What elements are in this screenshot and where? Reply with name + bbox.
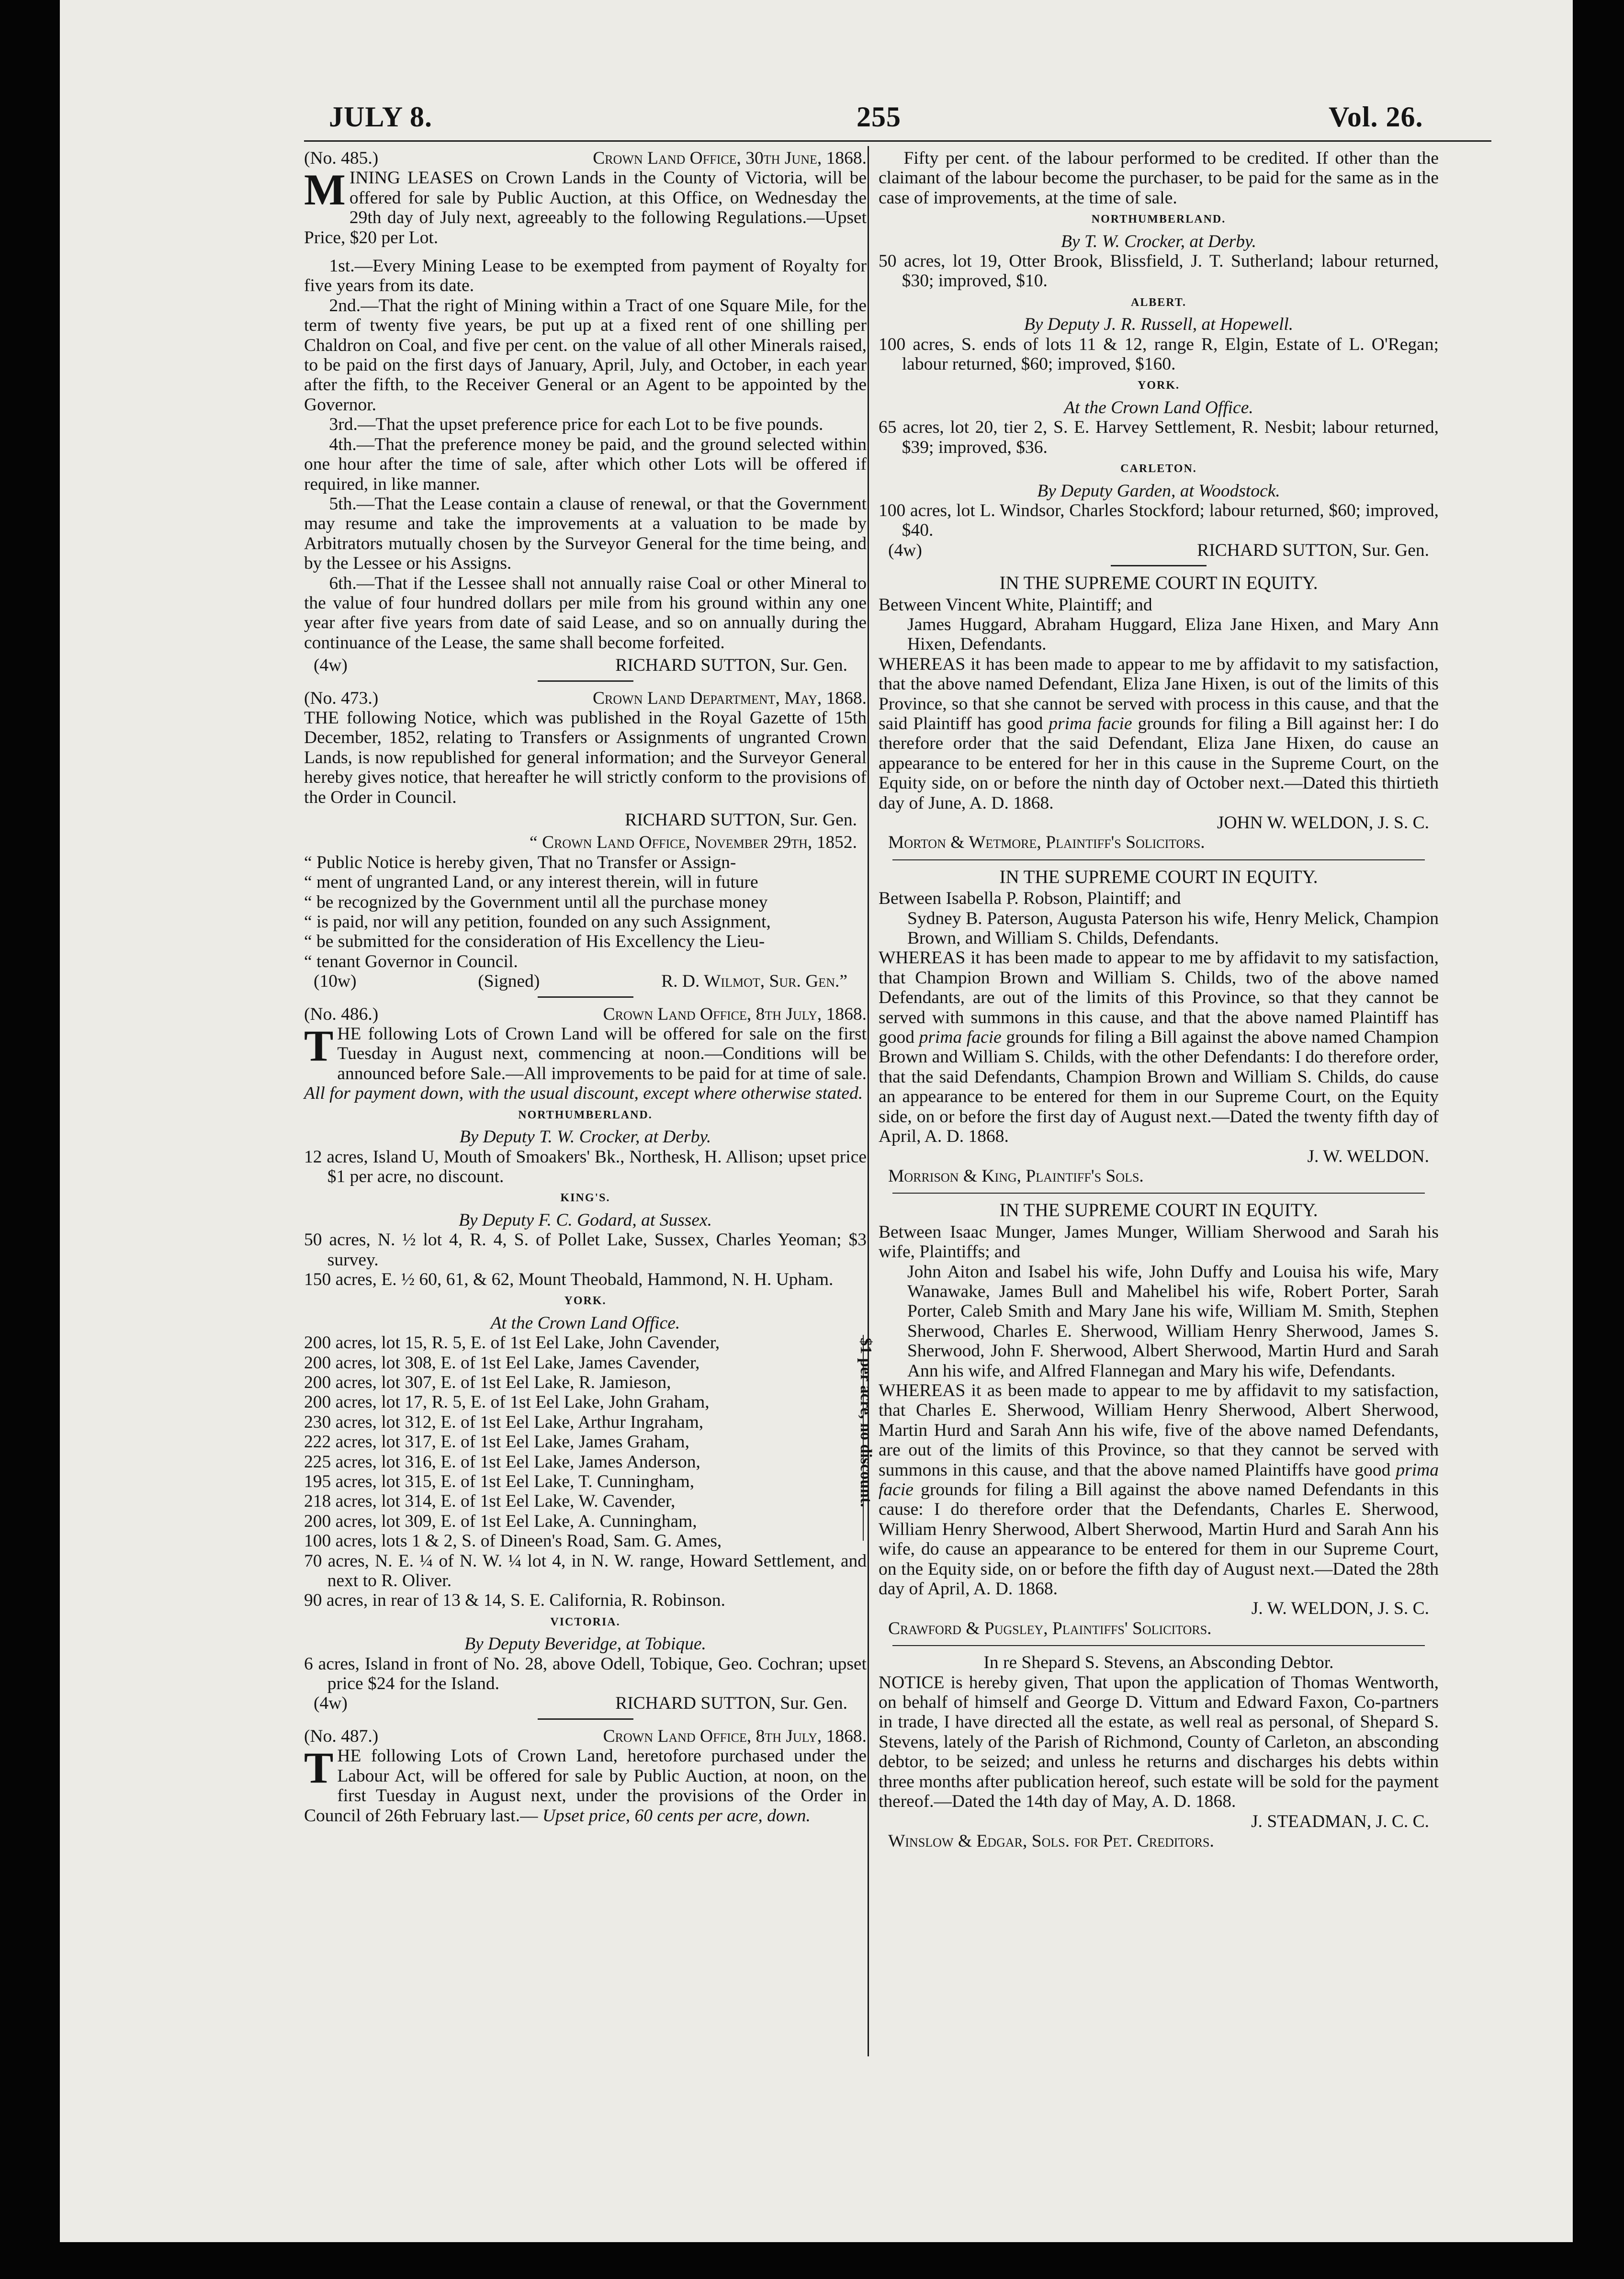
lot-entry: 100 acres, lots 1 & 2, S. of Dineen's Road, Sam. G. Ames, bbox=[304, 1531, 722, 1551]
court-between: Between Isaac Munger, James Munger, William Sherwood and Sarah his wife, Plaintiffs; and bbox=[879, 1222, 1439, 1262]
lot-entry: 225 acres, lot 316, E. of 1st Eel Lake, James Anderson, bbox=[304, 1452, 700, 1472]
drop-cap: M bbox=[304, 165, 346, 214]
signature: RICHARD SUTTON, Sur. Gen. bbox=[615, 655, 847, 676]
insertion-term: (10w) bbox=[314, 971, 357, 992]
court-body-italic: prima facie bbox=[919, 1027, 1002, 1048]
court-defendants: James Huggard, Abraham Huggard, Eliza Jane Hixen, and Mary Ann Hixen, Defendants. bbox=[907, 614, 1439, 654]
separator bbox=[892, 1645, 1425, 1646]
notice-485 bbox=[304, 148, 867, 676]
notice-intro: HE following Lots of Crown Land, heretofore purchased under the Labour Act, will be offered for sale by Public Auction, at noon, on the first Tuesday in August next, under the provisions of the Order in Council of 26th February last.— bbox=[304, 1746, 867, 1826]
brace-note: $1 per acre, no discount. bbox=[857, 1338, 875, 1508]
court-between: Between Vincent White, Plaintiff; and bbox=[879, 595, 1152, 615]
notice-intro: INING LEASES on Crown Lands in the County of Victoria, will be offered for sale by Public Auction, at this Office, on Wednesday the 29th day of July next, agreeably to the following Regulations.—Upset Price, $20 per Lot. bbox=[304, 168, 867, 248]
court-between: Between Isabella P. Robson, Plaintiff; and bbox=[879, 889, 1181, 909]
newspaper-page bbox=[60, 0, 1573, 2242]
lot-entry: 90 acres, in rear of 13 & 14, S. E. California, R. Robinson. bbox=[304, 1591, 726, 1611]
judge-signature: J. W. WELDON, J. S. C. bbox=[1251, 1599, 1429, 1619]
header-volume: Vol. 26. bbox=[1329, 101, 1423, 133]
lot-entry: 200 acres, lot 17, R. 5, E. of 1st Eel Lake, John Graham, bbox=[304, 1392, 710, 1412]
debtor-body: NOTICE is hereby given, That upon the application of Thomas Wentworth, on behalf of himself and George D. Vittum and Edward Faxon, Co-partners in trade, I have directed all the estate, as well real as personal, of Shepard S. Stevens, lately of the Parish of Richmond, County of Carleton, an absconding debtor, to be seized; and unless he returns and discharges his debts within three months after publication hereof, such estate will be sold for the payment thereof.—Dated the 14th day of May, A. D. 1868. bbox=[879, 1672, 1439, 1812]
county-heading: ALBERT. bbox=[1130, 296, 1187, 309]
notice-number: (No. 485.) bbox=[304, 148, 379, 168]
lot-entry: 6 acres, Island in front of No. 28, above Odell, Tobique, Geo. Cochran; upset price $24 for the Island. bbox=[304, 1654, 867, 1694]
solicitors: Crawford & Pugsley, Plaintiffs' Solicitors. bbox=[888, 1618, 1212, 1638]
separator bbox=[538, 1718, 633, 1720]
court-defendants: John Aiton and Isabel his wife, John Duffy and Louisa his wife, Mary Wanawake, James Bull and Mahelibel his wife, Robert Porter, Sarah Porter, Caleb Smith and Mary Jane his wife, William M. Smith, Stephen Sherwood, Charles E. Sherwood, William Henry Sherwood, James S. Sherwood, John F. Sherwood, Albert Sherwood, Martin Hurd and Sarah Ann his wife, and Alfred Flannegan and Mary his wife, Defendants. bbox=[907, 1262, 1439, 1381]
judge-signature: J. W. WELDON. bbox=[1307, 1146, 1429, 1166]
rule-3: 3rd.—That the upset preference price for each Lot to be five pounds. bbox=[329, 415, 823, 435]
court-body-italic: prima facie bbox=[1049, 713, 1132, 733]
county-heading: YORK. bbox=[1138, 379, 1180, 392]
rule-6: 6th.—That if the Lessee shall not annually raise Coal or other Mineral to the value of four hundred dollars per mile from his ground within any one year after five years from date of said Lease, and so on annually during the continuance of the Lease, the same shall become forfeited. bbox=[304, 573, 867, 653]
court-body: WHEREAS it has been made to appear to me by affidavit to my satisfaction, that Champion Brown and William S. Childs, two of the above named Defendants, are out of the limits of this Province, so that they cannot be served with summons in this cause, and that the above named Plaintiff has good bbox=[879, 948, 1439, 1048]
lot-entry: 200 acres, lot 307, E. of 1st Eel Lake, R. Jamieson, bbox=[304, 1372, 671, 1392]
insertion-term: (4w) bbox=[314, 1693, 348, 1714]
separator bbox=[538, 680, 633, 682]
lot-entry: 200 acres, lot 15, R. 5, E. of 1st Eel Lake, John Cavender, bbox=[304, 1333, 720, 1353]
lot-entry: 195 acres, lot 315, E. of 1st Eel Lake, T. Cunningham, bbox=[304, 1472, 695, 1491]
solicitors: Morton & Wetmore, Plaintiff's Solicitors. bbox=[888, 833, 1205, 853]
insertion-term: (4w) bbox=[888, 540, 922, 560]
rule-1: 1st.—Every Mining Lease to be exempted from payment of Royalty for five years from its date. bbox=[304, 256, 867, 296]
county-heading: KING'S. bbox=[560, 1192, 610, 1205]
quote-line: “ Public Notice is hereby given, That no Transfer or Assign- bbox=[304, 852, 736, 872]
notice-office: Crown Land Department, May, 1868. bbox=[593, 688, 867, 708]
court-body: WHEREAS it as been made to appear to me by affidavit to my satisfaction, that Charles E. Sherwood, William Henry Sherwood, Albert Sherwood, Martin Hurd and Sarah Ann his wife, five of the above named Defendants, are out of the limits of this Province, so that they cannot be served with summons in this cause, and that the above named Plaintiffs have good bbox=[879, 1380, 1439, 1480]
court-defendants: Sydney B. Paterson, Augusta Paterson his wife, Henry Melick, Champion Brown, and William S. Childs, Defendants. bbox=[907, 908, 1439, 948]
deputy-line: By Deputy T. W. Crocker, at Derby. bbox=[459, 1127, 711, 1147]
court-body: WHEREAS it has been made to appear to me by affidavit to my satisfaction, that the above named Defendant, Eliza Jane Hixen, is out of the limits of this Province, so that she cannot be served with process in this cause, and that the said Plaintiff has good bbox=[879, 654, 1439, 733]
lot-entry: 218 acres, lot 314, E. of 1st Eel Lake, W. Cavender, bbox=[304, 1491, 676, 1512]
lot-entry: 230 acres, lot 312, E. of 1st Eel Lake, Arthur Ingraham, bbox=[304, 1412, 704, 1432]
lot-entry: 50 acres, lot 19, Otter Brook, Blissfield, J. T. Sutherland; labour returned, $30; improved, $10. bbox=[879, 251, 1439, 291]
deputy-line: By Deputy F. C. Godard, at Sussex. bbox=[458, 1210, 712, 1230]
notice-body: THE following Notice, which was published in the Royal Gazette of 15th December, 1852, relating to Transfers or Assignments of ungranted Crown Lands, is now republished for general information; and the Surveyor General hereby gives notice, that hereafter he will strictly conform to the provisions of the Order in Council. bbox=[304, 708, 867, 807]
separator bbox=[1111, 565, 1207, 566]
deputy-line: At the Crown Land Office. bbox=[1064, 397, 1253, 417]
signature: RICHARD SUTTON, Sur. Gen. bbox=[625, 810, 857, 830]
signature: RICHARD SUTTON, Sur. Gen. bbox=[615, 1693, 847, 1714]
court-title: IN THE SUPREME COURT IN EQUITY. bbox=[999, 573, 1318, 594]
deputy-line: By Deputy Beveridge, at Tobique. bbox=[464, 1634, 706, 1654]
court-body-cont: grounds for filing a Bill against her: I do therefore order that the said Defendant, Eliza Jane Hixen, do cause an appearance to be entered for her in this cause in the Supreme Court, on the Equity side, on or before the ninth day of October next.—Dated this thirtieth day of June, A. D. 1868. bbox=[879, 713, 1439, 813]
drop-cap: T bbox=[304, 1021, 334, 1071]
insertion-term: (4w) bbox=[314, 655, 348, 676]
notice-intro-italic: All for payment down, with the usual discount, except where otherwise stated. bbox=[304, 1083, 863, 1104]
deputy-line: At the Crown Land Office. bbox=[490, 1313, 680, 1333]
judge-signature: J. STEADMAN, J. C. C. bbox=[1251, 1811, 1429, 1831]
lot-entry: 50 acres, N. ½ lot 4, R. 4, S. of Pollet Lake, Sussex, Charles Yeoman; $3 survey. bbox=[304, 1230, 867, 1270]
lot-entry: 100 acres, lot L. Windsor, Charles Stockford; labour returned, $60; improved, $40. bbox=[879, 500, 1439, 541]
debtor-title: In re Shepard S. Stevens, an Absconding Debtor. bbox=[983, 1653, 1334, 1673]
signature: RICHARD SUTTON, Sur. Gen. bbox=[1197, 540, 1429, 560]
deputy-line: By T. W. Crocker, at Derby. bbox=[1061, 231, 1256, 251]
county-heading: NORTHUMBERLAND. bbox=[1091, 213, 1226, 226]
county-heading: NORTHUMBERLAND. bbox=[518, 1108, 653, 1121]
lot-entry: 150 acres, E. ½ 60, 61, & 62, Mount Theobald, Hammond, N. H. Upham. bbox=[304, 1269, 834, 1289]
court-title: IN THE SUPREME COURT IN EQUITY. bbox=[999, 866, 1318, 887]
court-title: IN THE SUPREME COURT IN EQUITY. bbox=[999, 1200, 1318, 1221]
court-notice-3 bbox=[879, 1200, 1439, 1638]
header-rule bbox=[304, 140, 1491, 142]
county-heading: YORK. bbox=[564, 1295, 607, 1308]
notice-intro: HE following Lots of Crown Land will be offered for sale on the first Tuesday in August next, commencing at noon.—Conditions will be announced before Sale.—All improvements to be paid for at time of sale. bbox=[337, 1024, 867, 1083]
judge-signature: JOHN W. WELDON, J. S. C. bbox=[1217, 813, 1429, 833]
lot-entry: 222 acres, lot 317, E. of 1st Eel Lake, James Graham, bbox=[304, 1432, 689, 1452]
notice-number: (No. 486.) bbox=[304, 1004, 379, 1024]
quote-line: “ be recognized by the Government until all the purchase money bbox=[304, 892, 768, 912]
rule-2: 2nd.—That the right of Mining within a Tract of one Square Mile, for the term of twenty five years, be put up at a fixed rent of one shilling per Chaldron on Coal, and five per cent. on the value of all other Minerals raised, to be paid on the first days of January, April, July, and October, in each year after the fifth, to the Receiver General or an Agent to be appointed by the Governor. bbox=[304, 295, 867, 415]
lot-entry: 65 acres, lot 20, tier 2, S. E. Harvey Settlement, R. Nesbit; labour returned, $39; improved, $36. bbox=[879, 417, 1439, 457]
deputy-line: By Deputy J. R. Russell, at Hopewell. bbox=[1024, 315, 1294, 335]
header-date: JULY 8. bbox=[329, 101, 432, 133]
rule-5: 5th.—That the Lease contain a clause of renewal, or that the Government may resume and take the improvements at a valuation to be made by Arbitrators mutually chosen by the Surveyor General for the time being, and by the Lessee or his Assigns. bbox=[304, 494, 867, 574]
notice-office: Crown Land Office, 8th July, 1868. bbox=[603, 1004, 867, 1024]
signed-label: (Signed) bbox=[478, 971, 540, 992]
debtor-notice bbox=[879, 1653, 1439, 1851]
separator bbox=[892, 859, 1425, 860]
rule-4: 4th.—That the preference money be paid, and the ground selected within one hour after the time of sale, after which other Lots will be offered if required, in like manner. bbox=[304, 434, 867, 494]
notice-office: Crown Land Office, 8th July, 1868. bbox=[603, 1726, 867, 1746]
notice-office: Crown Land Office, 30th June, 1868. bbox=[593, 148, 867, 168]
notice-intro-italic: Upset price, 60 cents per acre, down. bbox=[542, 1805, 811, 1826]
separator bbox=[892, 1193, 1425, 1194]
notice-number: (No. 487.) bbox=[304, 1726, 379, 1746]
solicitors: Winslow & Edgar, Sols. for Pet. Creditors. bbox=[888, 1831, 1214, 1851]
continued-text: Fifty per cent. of the labour performed to be credited. If other than the claimant of the labour become the purchaser, to be paid for the same as in the case of improvements, at the time of sale. bbox=[879, 148, 1439, 208]
lot-entry: 200 acres, lot 308, E. of 1st Eel Lake, James Cavender, bbox=[304, 1353, 700, 1373]
court-body-cont: grounds for filing a Bill against the above named Champion Brown and William S. Childs, with the other Defendants: I do therefore order, that the said Defendants, Champion Brown and William S. Childs, do cause an appearance to be entered for them in our Supreme Court, on the Equity side, on or before the first day of August next.—Dated the twenty fifth day of April, A. D. 1868. bbox=[879, 1027, 1439, 1147]
york-lot-list bbox=[304, 1333, 875, 1551]
county-heading: VICTORIA. bbox=[550, 1615, 620, 1628]
deputy-line: By Deputy Garden, at Woodstock. bbox=[1037, 481, 1280, 501]
drop-cap: T bbox=[304, 1743, 334, 1793]
separator bbox=[538, 996, 633, 998]
court-body-cont: grounds for filing a Bill against the above named Defendants in this cause: I do therefore order that the Defendants, Charles E. Sherwood, William Henry Sherwood, Albert Sherwood, Martin Hurd and Sarah Ann his wife, do cause an appearance to be entered for them in our Supreme Court, on the Equity side, on or before the fifth day of August next.—Dated the 28th day of April, A. D. 1868. bbox=[879, 1480, 1439, 1599]
court-notice-2 bbox=[879, 867, 1439, 1186]
notice-487 bbox=[304, 1726, 867, 1826]
lot-entry: 100 acres, S. ends of lots 11 & 12, range R, Elgin, Estate of L. O'Regan; labour returned, $60; improved, $160. bbox=[879, 334, 1439, 374]
quoted-office: “ Crown Land Office, November 29th, 1852. bbox=[530, 833, 857, 853]
quote-line: “ ment of ungranted Land, or any interest therein, will in future bbox=[304, 872, 758, 892]
right-column bbox=[879, 148, 1439, 1851]
signature: R. D. Wilmot, Sur. Gen.” bbox=[661, 971, 847, 992]
lot-entry: 200 acres, lot 309, E. of 1st Eel Lake, A. Cunningham, bbox=[304, 1511, 697, 1531]
notice-number: (No. 473.) bbox=[304, 688, 379, 708]
notice-486 bbox=[304, 1004, 875, 1714]
header-page-number: 255 bbox=[857, 101, 901, 133]
column-divider bbox=[868, 146, 869, 2056]
court-notice-1 bbox=[879, 573, 1439, 853]
solicitors: Morrison & King, Plaintiff's Sols. bbox=[888, 1166, 1144, 1186]
quote-line: “ tenant Governor in Council. bbox=[304, 951, 518, 971]
court-body-italic: prima facie bbox=[879, 1460, 1439, 1500]
county-heading: CARLETON. bbox=[1120, 463, 1197, 475]
lot-entry: 70 acres, N. E. ¼ of N. W. ¼ lot 4, in N. W. range, Howard Settlement, and next to R. Oliver. bbox=[304, 1551, 867, 1591]
quote-line: “ is paid, nor will any petition, founded on any such Assignment, bbox=[304, 912, 771, 932]
left-column bbox=[304, 148, 875, 1826]
notice-473 bbox=[304, 688, 867, 992]
lot-entry: 12 acres, Island U, Mouth of Smoakers' Bk., Northesk, H. Allison; upset price $1 per acre, no discount. bbox=[304, 1147, 867, 1186]
quote-line: “ be submitted for the consideration of His Excellency the Lieu- bbox=[304, 932, 765, 952]
